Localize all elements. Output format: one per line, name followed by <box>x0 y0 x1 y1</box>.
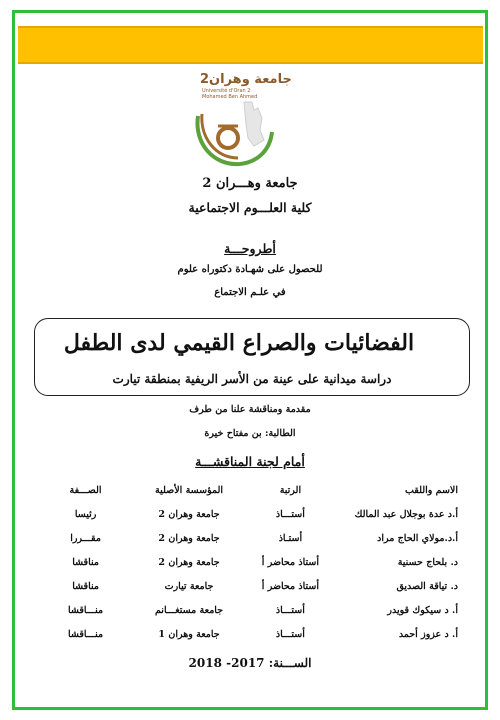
member-rank: أستـــاذ <box>275 604 305 616</box>
member-institution: جامعة تيارت <box>164 580 214 592</box>
member-institution: جامعة وهران 2 <box>158 532 220 544</box>
header-rank: الرتبة <box>279 484 302 496</box>
member-name: د. تياقة الصديق <box>396 580 458 592</box>
member-role: منـــاقشا <box>68 628 104 640</box>
academic-year: الســـنة: 2017- 2018 <box>188 656 312 670</box>
jury-row <box>40 622 460 646</box>
member-role: مقـــررا <box>70 532 101 544</box>
thesis-title: الفضائيات والصراع القيمي لدى الطفل <box>63 330 415 356</box>
logo-subtext: Université d'Oran 2 Mohamed Ben Ahmed <box>202 88 258 100</box>
jury-row <box>40 598 460 622</box>
logo-name: جامعة وهران2 <box>200 72 292 87</box>
member-institution: جامعة وهران 2 <box>158 508 220 520</box>
jury-row <box>40 574 460 598</box>
member-institution: جامعة وهران 1 <box>158 628 220 640</box>
member-role: رئيسا <box>74 508 97 520</box>
member-rank: أستـاذ <box>278 532 303 544</box>
student-name: الطالبة: بن مفتاح خيرة <box>204 428 296 439</box>
header-band <box>18 26 483 64</box>
member-rank: أستاذ محاضر أ <box>261 580 320 592</box>
member-institution: جامعة مستغـــانم <box>154 604 224 616</box>
presented-by-label: مقدمة ومناقشة علنا من طرف <box>189 404 311 415</box>
thesis-label: أطروحـــة <box>224 241 276 256</box>
header-role: الصـــفة <box>69 484 102 496</box>
thesis-subtitle: دراسة ميدانية على عينة من الأسر الريفية بمنطقة تيارت <box>112 372 392 386</box>
member-role: مناقشا <box>72 580 99 592</box>
jury-row <box>40 550 460 574</box>
member-name: د. بلحاج حسنية <box>397 556 458 568</box>
member-rank: أستـــاذ <box>275 508 305 520</box>
jury-header-row <box>40 478 460 502</box>
field-of-study: في علـم الاجتماع <box>214 287 286 298</box>
jury-row <box>40 526 460 550</box>
member-role: مناقشا <box>72 556 99 568</box>
member-rank: أستاذ محاضر أ <box>261 556 320 568</box>
member-name: أ.د عدة بوجلال عبد المالك <box>354 508 458 520</box>
header-institution: المؤسسة الأصلية <box>155 484 224 496</box>
member-name: أ. د سيكوك قويدر <box>387 604 458 616</box>
committee-heading: أمام لجنة المناقشـــة <box>195 454 305 469</box>
header-name: الاسم واللقب <box>404 484 458 496</box>
member-name: أ. د عزوز أحمد <box>398 628 458 640</box>
member-institution: جامعة وهران 2 <box>158 556 220 568</box>
jury-table <box>40 478 460 646</box>
member-role: منـــاقشا <box>68 604 104 616</box>
university-name: جامعة وهـــران 2 <box>202 176 298 191</box>
member-name: أ.د.مولاي الحاج مراد <box>377 532 458 544</box>
jury-row <box>40 502 460 526</box>
member-rank: أستـــاذ <box>275 628 305 640</box>
faculty-name: كلية العلـــوم الاجتماعية <box>188 200 312 215</box>
degree-purpose: للحصول على شهـادة دكتوراه علوم <box>177 264 323 275</box>
